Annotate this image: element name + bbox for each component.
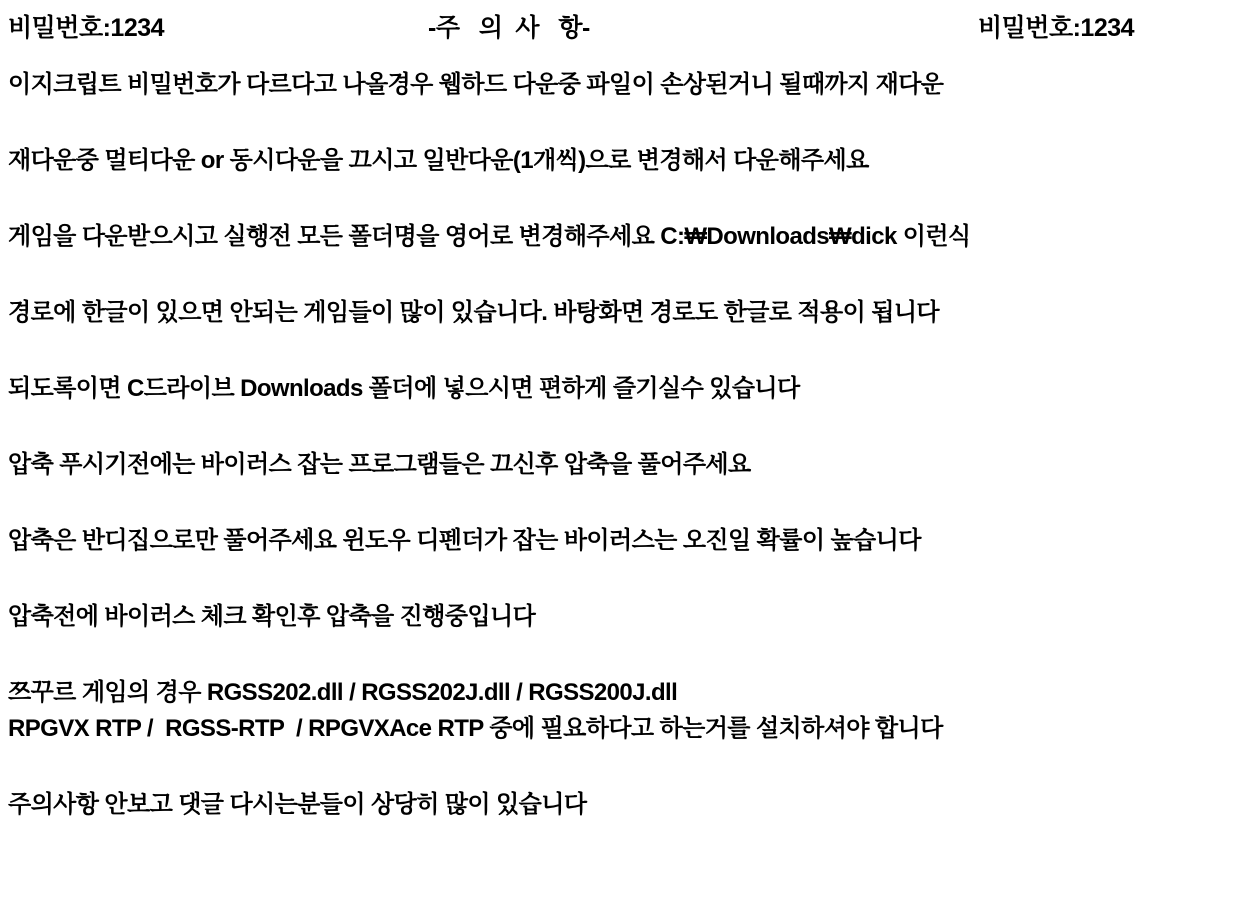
notice-line: 압축은 반디집으로만 풀어주세요 윈도우 디펜더가 잡는 바이러스는 오진일 확률이 높습니다 bbox=[8, 527, 921, 554]
notice-line: 압축전에 바이러스 체크 확인후 압축을 진행중입니다 bbox=[8, 603, 536, 630]
password-left: 비밀번호:1234 bbox=[8, 14, 165, 42]
notice-line: 압축 푸시기전에는 바이러스 잡는 프로그램들은 끄신후 압축을 풀어주세요 bbox=[8, 451, 751, 478]
notice-line: 게임을 다운받으시고 실행전 모든 폴더명을 영어로 변경해주세요 C:₩Downloads₩dick 이런식 bbox=[8, 223, 971, 250]
notice-line: 주의사항 안보고 댓글 다시는분들이 상당히 많이 있습니다 bbox=[8, 791, 587, 818]
notice-line: 경로에 한글이 있으면 안되는 게임들이 많이 있습니다. 바탕화면 경로도 한글로 적용이 됩니다 bbox=[8, 299, 940, 326]
notice-line: RPGVX RTP / RGSS-RTP / RPGVXAce RTP 중에 필요하다고 하는거를 설치하셔야 합니다 bbox=[8, 715, 943, 742]
notice-line: 되도록이면 C드라이브 Downloads 폴더에 넣으시면 편하게 즐기실수 있습니다 bbox=[8, 375, 800, 402]
notice-line: 이지크립트 비밀번호가 다르다고 나올경우 웹하드 다운중 파일이 손상된거니 될때까지 재다운 bbox=[8, 71, 944, 98]
notice-body bbox=[8, 70, 1238, 820]
password-right: 비밀번호:1234 bbox=[978, 14, 1135, 42]
page-title: -주 의 사 항- bbox=[428, 14, 590, 42]
notice-line: 재다운중 멀티다운 or 동시다운을 끄시고 일반다운(1개씩)으로 변경해서 다운해주세요 bbox=[8, 147, 869, 174]
notice-line: 쯔꾸르 게임의 경우 RGSS202.dll / RGSS202J.dll / RGSS200J.dll bbox=[8, 679, 678, 706]
document-header bbox=[8, 8, 1238, 48]
